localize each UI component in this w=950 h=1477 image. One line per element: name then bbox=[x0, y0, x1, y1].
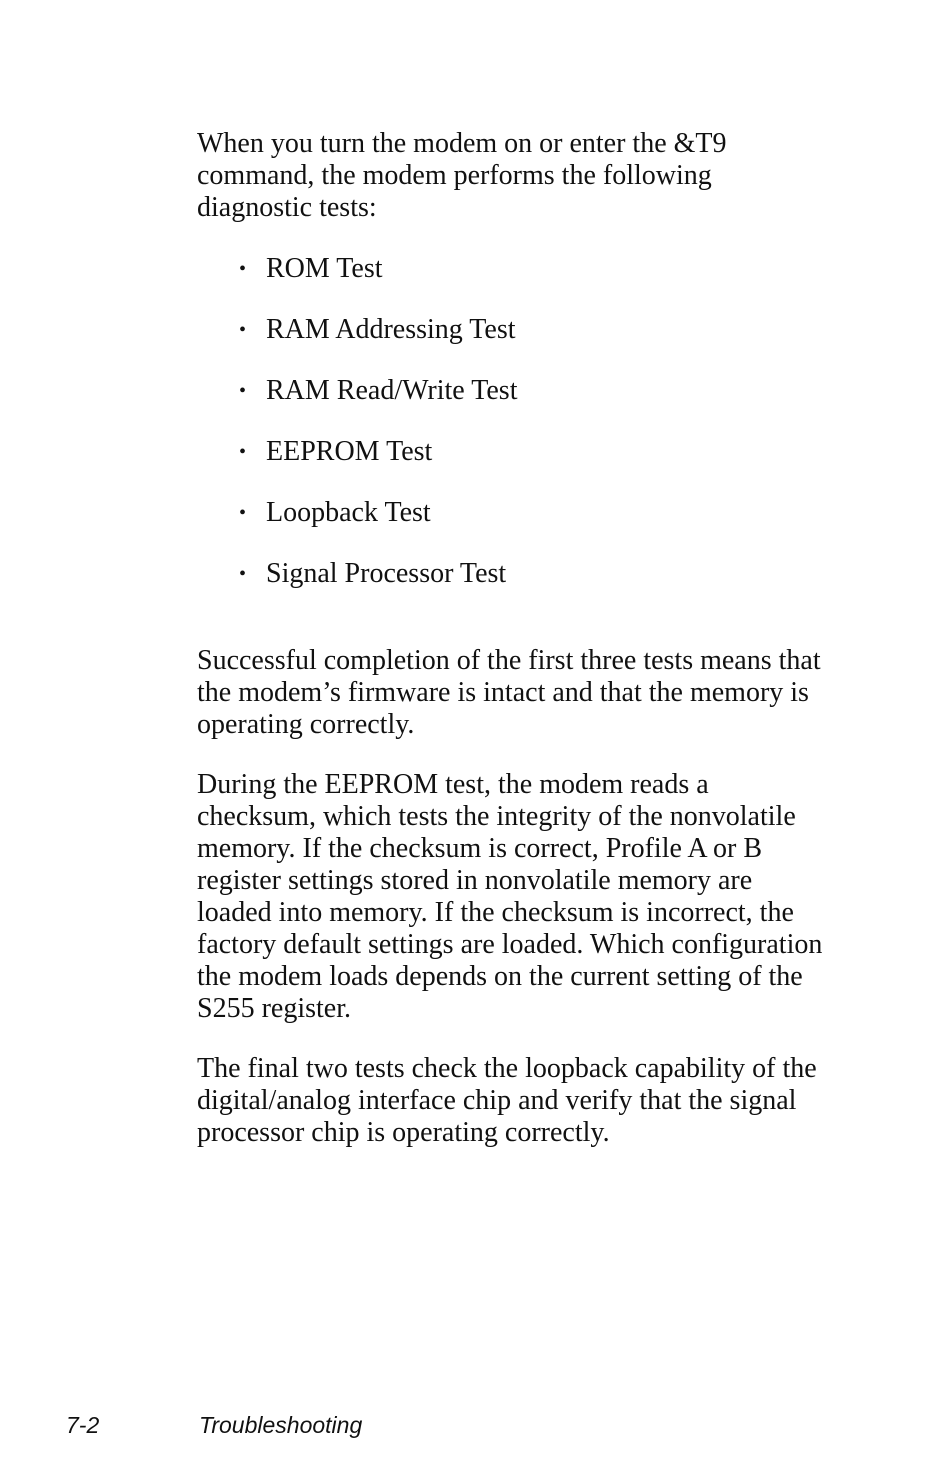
final-tests-paragraph: The final two tests check the loopback capability of the digital/analog interface chip and verify that the signal processor chip is operating correctly. bbox=[197, 1053, 817, 1148]
section-title: Troubleshooting bbox=[199, 1412, 363, 1438]
bullet-icon: • bbox=[239, 502, 247, 524]
bullet-icon: • bbox=[239, 319, 247, 341]
list-item: • ROM Test bbox=[239, 253, 383, 284]
page-content bbox=[197, 128, 827, 1177]
bullet-icon: • bbox=[239, 563, 247, 585]
completion-paragraph: Successful completion of the first three tests means that the modem’s firmware is intact and that the memory is operating correctly. bbox=[197, 645, 821, 740]
list-item: • EEPROM Test bbox=[239, 436, 433, 467]
diagnostic-test-list bbox=[197, 253, 827, 619]
list-item: • Signal Processor Test bbox=[239, 558, 507, 589]
list-item: • RAM Addressing Test bbox=[239, 314, 516, 345]
bullet-icon: • bbox=[239, 380, 247, 402]
eeprom-paragraph: During the EEPROM test, the modem reads a checksum, which tests the integrity of the nonvolatile memory. If the checksum is correct, Profile A or B register settings stored in nonvolatile memory are loaded into memory. If the checksum is incorrect, the factory default settings are loaded. Which configuration the modem loads depends on the current setting of the S255 register. bbox=[197, 769, 823, 1024]
list-item: • RAM Read/Write Test bbox=[239, 375, 518, 406]
page-number: 7-2 bbox=[66, 1412, 100, 1438]
list-item: • Loopback Test bbox=[239, 497, 431, 528]
bullet-icon: • bbox=[239, 441, 247, 463]
bullet-icon: • bbox=[239, 258, 247, 280]
intro-paragraph: When you turn the modem on or enter the &T9 command, the modem performs the following diagnostic tests: bbox=[197, 128, 727, 223]
